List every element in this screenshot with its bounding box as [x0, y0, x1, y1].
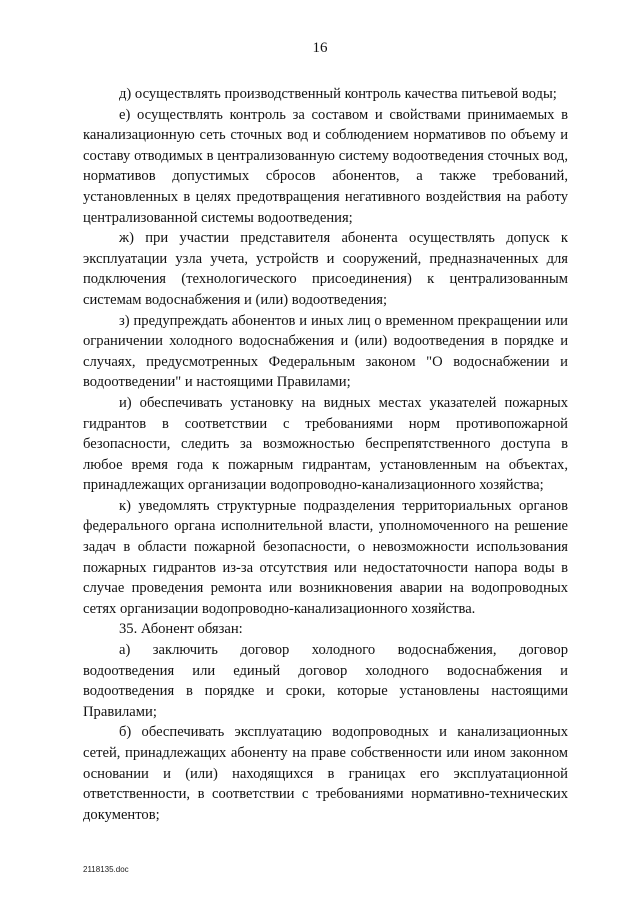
paragraph-zh: ж) при участии представителя абонента осуществлять допуск к эксплуатации узла учета, устройств и сооружений, предназначенных для подключения (технологического присоединения) к централизованным системам водоснабжения и (или) водоотведения;	[83, 230, 568, 308]
paragraph-b: б) обеспечивать эксплуатацию водопроводных и канализационных сетей, принадлежащих абоненту на праве собственности или ином законном основании и (или) находящихся в границах его эксплуатационной ответственности, в соответствии с требованиями нормативно-технических документов;	[83, 724, 568, 823]
paragraph-k: к) уведомлять структурные подразделения территориальных органов федерального органа исполнительной власти, уполномоченного на решение задач в области пожарной безопасности, о невозможности использования пожарных гидрантов из-за отсутствия или недостаточности напора воды в случае проведения ремонта или возникновения аварии на водопроводных сетях организации водопроводно-канализационного хозяйства.	[83, 497, 568, 617]
paragraph-z: з) предупреждать абонентов и иных лиц о временном прекращении или ограничении холодного водоснабжения и (или) водоотведения в порядке и случаях, предусмотренных Федеральным законом "О водоснабжении и водоотведении" и настоящими Правилами;	[83, 312, 568, 391]
page-number: 16	[312, 40, 328, 56]
footer-filename: 2118135.doc	[83, 865, 129, 874]
section-35-heading: 35. Абонент обязан:	[119, 621, 243, 638]
paragraph-i: и) обеспечивать установку на видных местах указателей пожарных гидрантов в соответствии с требованиями норм противопожарной безопасности, следить за возможностью беспрепятственного доступа в любое время года к пожарным гидрантам, установленным на объектах, принадлежащих организации водопроводно-канализационного хозяйства;	[83, 394, 568, 494]
document-body	[83, 84, 568, 825]
paragraph-d: д) осуществлять производственный контроль качества питьевой воды;	[119, 86, 557, 102]
paragraph-e: е) осуществлять контроль за составом и свойствами принимаемых в канализационную сеть сточных вод и соблюдением нормативов по объему и составу отводимых в централизованную систему водоотведения сточных вод, нормативов допустимых сбросов абонентов, а также требований, установленных в целях предотвращения негативного воздействия на работу централизованной системы водоотведения;	[83, 106, 568, 226]
paragraph-a: а) заключить договор холодного водоснабжения, договор водоотведения или единый договор холодного водоснабжения и водоотведения в порядке и сроки, которые установлены настоящими Правилами;	[83, 642, 568, 720]
